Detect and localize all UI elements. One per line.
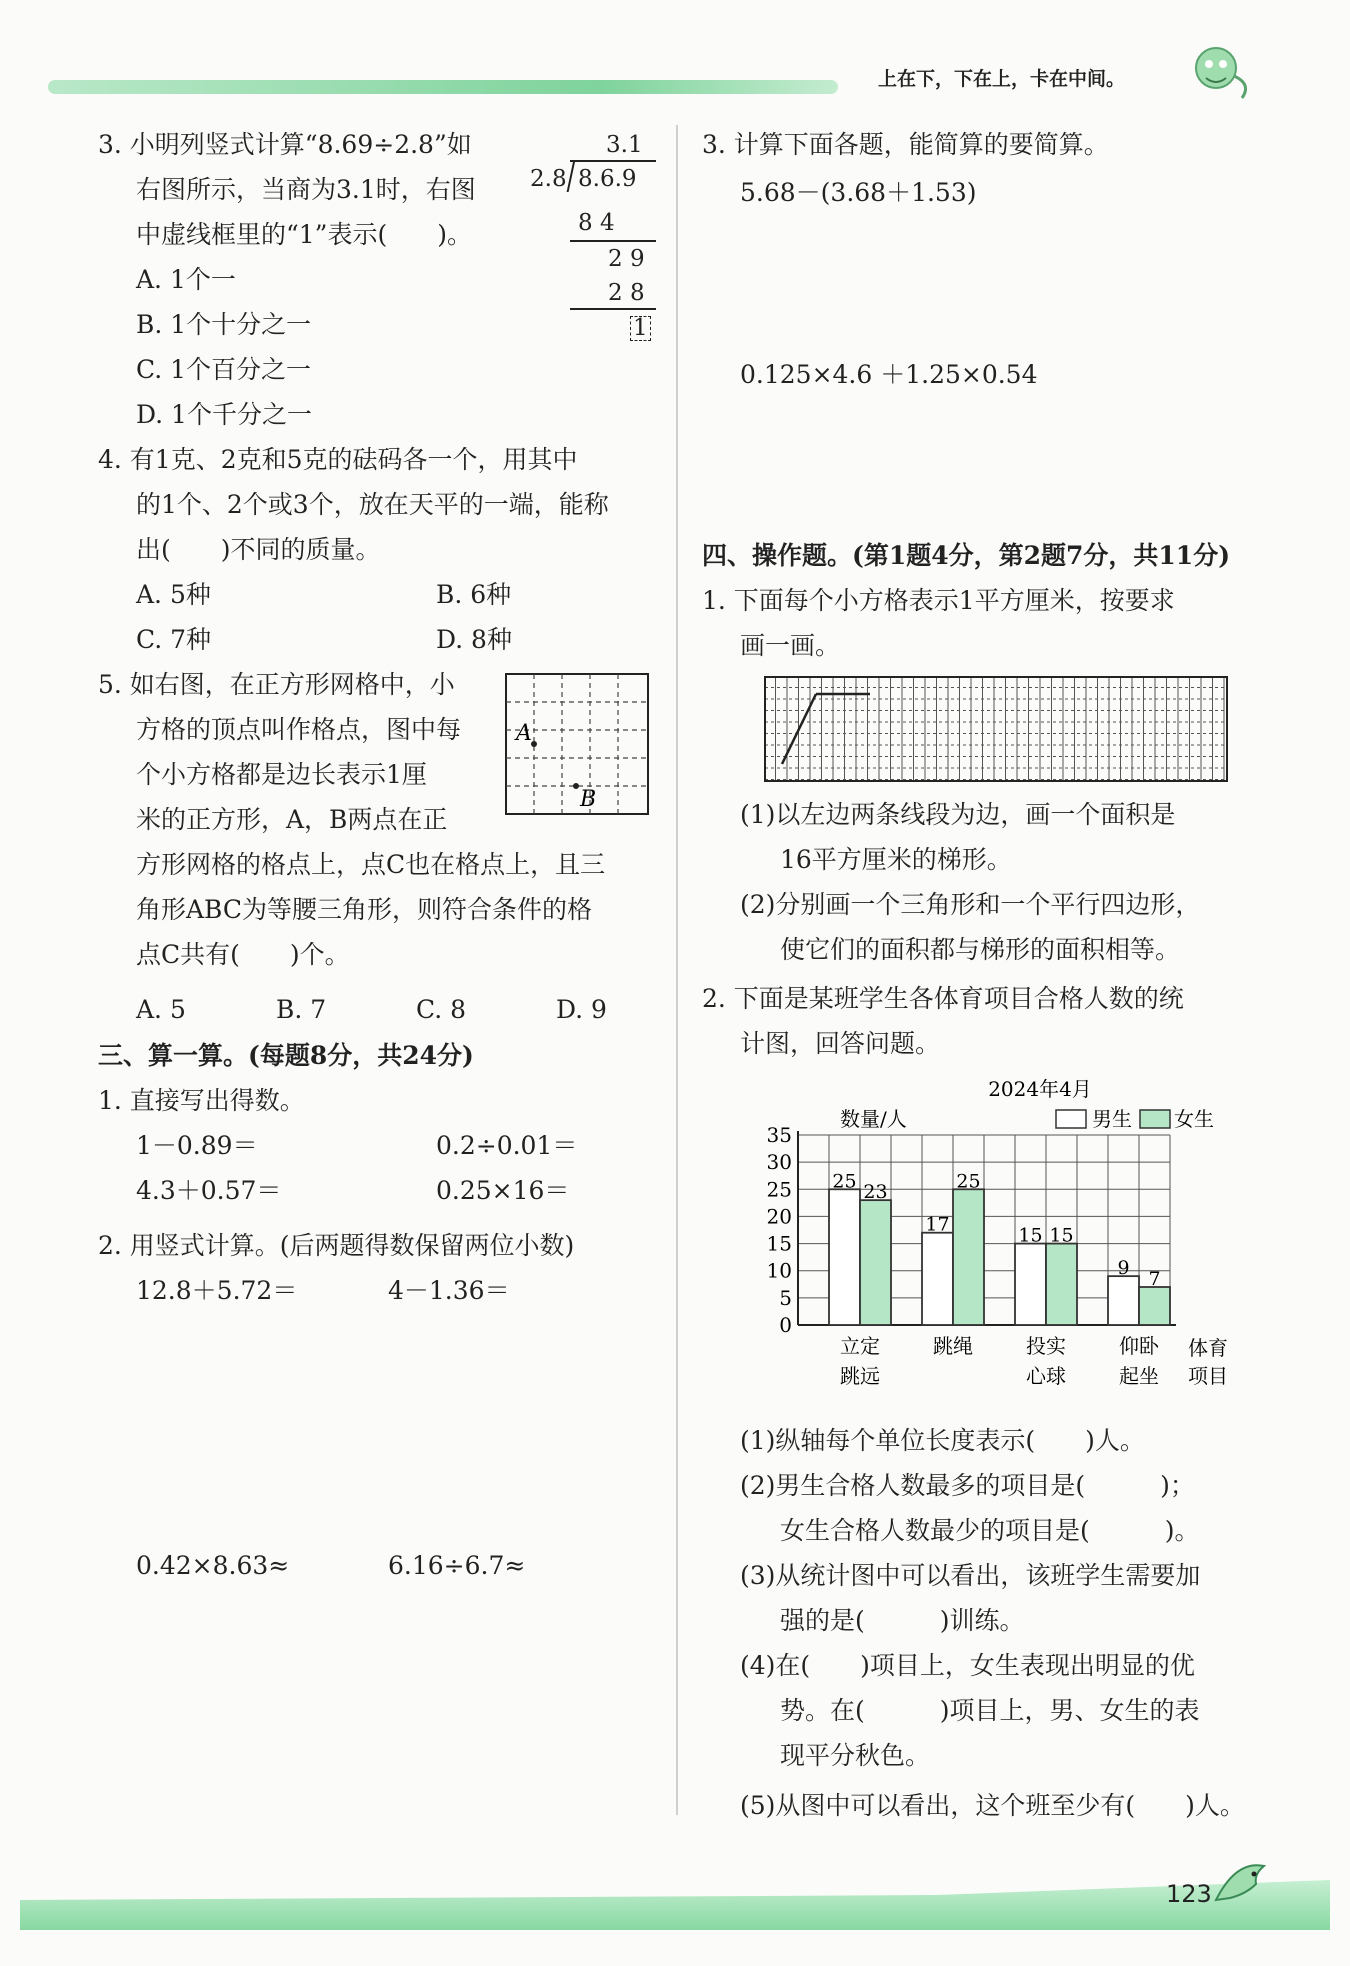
header-motto: 上在下，下在上，卡在中间。 [878, 68, 1126, 90]
header-band [48, 80, 838, 94]
sec3-expr6: 4－1.36＝ [388, 1276, 510, 1305]
sec4-p1-line2: 16平方厘米的梯形。 [780, 845, 1012, 874]
q5-option-c: C. 8 [416, 995, 467, 1024]
sec3-expr2: 0.2÷0.01＝ [436, 1131, 578, 1160]
division-bar [570, 160, 656, 162]
q5-line5: 方形网格的格点上，点C也在格点上，且三 [136, 850, 606, 879]
chart-data-label: 15 [1049, 1224, 1074, 1247]
grid-point-a-label: A [516, 721, 532, 746]
q5-line1: 5. 如右图，在正方形网格中，小 [98, 670, 455, 699]
chart-x-tick-label: 跳远 [840, 1364, 880, 1388]
sec4-answer1: (1)纵轴每个单位长度表示( )人。 [740, 1426, 1145, 1455]
sec3-expr3: 4.3＋0.57＝ [136, 1176, 282, 1205]
sec3-q1: 1. 直接写出得数。 [98, 1086, 305, 1115]
chart-x-tick-label: 起坐 [1119, 1364, 1159, 1388]
section3-title: 三、算一算。(每题8分，共24分) [98, 1041, 474, 1070]
chart-data-label: 25 [832, 1170, 857, 1193]
sec3-q2: 2. 用竖式计算。(后两题得数保留两位小数) [98, 1231, 575, 1260]
column-divider [676, 125, 678, 1815]
chart-xlabel-line2: 项目 [1188, 1364, 1228, 1388]
legend-label-boys: 男生 [1092, 1107, 1132, 1131]
sec4-q1-line1: 1. 下面每个小方格表示1平方厘米，按要求 [702, 586, 1175, 615]
chart-data-label: 17 [925, 1213, 950, 1236]
q3-option-c: C. 1个百分之一 [136, 355, 312, 384]
sec4-p2-line1: (2)分别画一个三角形和一个平行四边形， [740, 890, 1201, 919]
division-row1: 8 4 [578, 210, 615, 236]
chart-y-tick-label: 20 [766, 1204, 792, 1229]
grid-point-b-label: B [580, 787, 597, 812]
sec4-p1-line1: (1)以左边两条线段为边，画一个面积是 [740, 800, 1176, 829]
square-grid-figure [504, 672, 650, 816]
chart-bar [1108, 1276, 1139, 1325]
dolphin-mascot-icon [1206, 1850, 1276, 1920]
chart-y-tick-label: 25 [766, 1177, 792, 1202]
q5-option-d: D. 9 [556, 995, 607, 1024]
sec4-q2-line2: 计图，回答问题。 [740, 1029, 941, 1058]
q5-line2: 方格的顶点叫作格点，图中每 [136, 715, 462, 744]
chart-data-label: 25 [956, 1170, 981, 1193]
division-row3: 2 8 [608, 280, 645, 306]
division-divisor: 2.8 [530, 166, 567, 192]
division-quotient: 3.1 [606, 132, 643, 158]
long-division-figure [526, 130, 656, 340]
page-number: 123 [1166, 1880, 1212, 1908]
division-dividend: 8.6.9 [578, 166, 637, 192]
q4-option-b: B. 6种 [436, 580, 512, 609]
sports-bar-chart [740, 1070, 1240, 1410]
chart-xlabel-line1: 体育 [1188, 1336, 1228, 1360]
q4-option-c: C. 7种 [136, 625, 212, 654]
r-q3-expr1: 5.68－(3.68＋1.53) [740, 178, 977, 207]
q3-line2: 右图所示，当商为3.1时，右图 [136, 175, 476, 204]
q5-option-b: B. 7 [276, 995, 327, 1024]
chart-data-label: 15 [1018, 1224, 1043, 1247]
q5-line7: 点C共有( )个。 [136, 940, 350, 969]
sec4-answer3-line2: 强的是( )训练。 [780, 1606, 1025, 1635]
q4-line3: 出( )不同的质量。 [136, 535, 381, 564]
q4-line2: 的1个、2个或3个，放在天平的一端，能称 [136, 490, 609, 519]
sec4-q1-line2: 画一画。 [740, 631, 841, 660]
monkey-mascot-icon [1176, 36, 1256, 106]
q5-line6: 角形ABC为等腰三角形，则符合条件的格 [136, 895, 593, 924]
legend-swatch-girls [1140, 1110, 1170, 1128]
chart-data-label: 23 [863, 1181, 888, 1204]
sec3-expr5: 12.8＋5.72＝ [136, 1276, 298, 1305]
division-line1 [570, 240, 656, 242]
chart-y-tick-label: 5 [779, 1285, 792, 1310]
chart-title: 2024年4月 [988, 1077, 1092, 1101]
sec4-answer4-line2: 势。在( )项目上，男、女生的表 [780, 1696, 1200, 1725]
sec3-expr7: 0.42×8.63≈ [136, 1551, 290, 1580]
chart-x-tick-label: 立定 [840, 1334, 880, 1358]
chart-bar [922, 1233, 953, 1325]
footer-band [20, 1880, 1330, 1930]
r-q3-expr2: 0.125×4.6 ＋1.25×0.54 [740, 360, 1038, 389]
q3-line1: 3. 小明列竖式计算“8.69÷2.8”如 [98, 130, 472, 159]
sec4-answer4-line3: 现平分秋色。 [780, 1741, 931, 1770]
q5-line4: 米的正方形，A，B两点在正 [136, 805, 448, 834]
chart-data-label: 7 [1148, 1268, 1161, 1290]
sec4-answer2-line1: (2)男生合格人数最多的项目是( )； [740, 1471, 1195, 1500]
chart-x-tick-label: 心球 [1026, 1364, 1066, 1388]
sec4-answer4-line1: (4)在( )项目上，女生表现出明显的优 [740, 1651, 1195, 1680]
q3-line3: 中虚线框里的“1”表示( )。 [136, 220, 472, 249]
q3-option-a: A. 1个一 [136, 265, 236, 294]
chart-y-tick-label: 0 [779, 1313, 792, 1337]
chart-y-tick-label: 35 [766, 1123, 792, 1147]
q3-option-d: D. 1个千分之一 [136, 400, 312, 429]
q5-option-a: A. 5 [136, 995, 186, 1024]
sec4-q2-line1: 2. 下面是某班学生各体育项目合格人数的统 [702, 984, 1184, 1013]
chart-y-tick-label: 15 [766, 1231, 792, 1256]
grid-paper-figure [764, 676, 1228, 784]
q4-line1: 4. 有1克、2克和5克的砝码各一个，用其中 [98, 445, 578, 474]
chart-x-tick-label: 仰卧 [1119, 1334, 1159, 1358]
chart-x-tick-label: 跳绳 [933, 1334, 973, 1358]
q4-option-d: D. 8种 [436, 625, 512, 654]
division-line2 [570, 308, 656, 310]
legend-swatch-boys [1056, 1110, 1086, 1128]
q3-option-b: B. 1个十分之一 [136, 310, 312, 339]
q4-option-a: A. 5种 [136, 580, 211, 609]
chart-ylabel: 数量/人 [840, 1107, 907, 1131]
chart-bar [829, 1189, 860, 1325]
chart-y-tick-label: 30 [766, 1150, 792, 1175]
sec3-expr8: 6.16÷6.7≈ [388, 1551, 526, 1580]
section4-title: 四、操作题。(第1题4分，第2题7分，共11分) [702, 541, 1231, 570]
sec4-answer5: (5)从图中可以看出，这个班至少有( )人。 [740, 1791, 1245, 1820]
chart-x-tick-label: 投实 [1026, 1334, 1066, 1358]
q5-line3: 个小方格都是边长表示1厘 [136, 760, 427, 789]
chart-bar [953, 1189, 984, 1325]
chart-bar [860, 1200, 891, 1325]
sec4-answer2-line2: 女生合格人数最少的项目是( )。 [780, 1516, 1200, 1545]
sec3-expr1: 1－0.89＝ [136, 1131, 258, 1160]
chart-data-label: 9 [1117, 1257, 1130, 1280]
r-q3-line1: 3. 计算下面各题，能简算的要简算。 [702, 130, 1109, 159]
chart-y-tick-label: 10 [766, 1258, 792, 1283]
division-remainder-box: 1 [630, 316, 651, 341]
division-row2: 2 9 [608, 246, 645, 272]
division-bracket [567, 160, 576, 192]
legend-label-girls: 女生 [1174, 1107, 1214, 1131]
chart-bar [1046, 1244, 1077, 1325]
chart-bar [1015, 1244, 1046, 1325]
sec4-p2-line2: 使它们的面积都与梯形的面积相等。 [780, 935, 1181, 964]
sec3-expr4: 0.25×16＝ [436, 1176, 570, 1205]
sec4-answer3-line1: (3)从统计图中可以看出，该班学生需要加 [740, 1561, 1201, 1590]
chart-bar [1139, 1287, 1170, 1325]
